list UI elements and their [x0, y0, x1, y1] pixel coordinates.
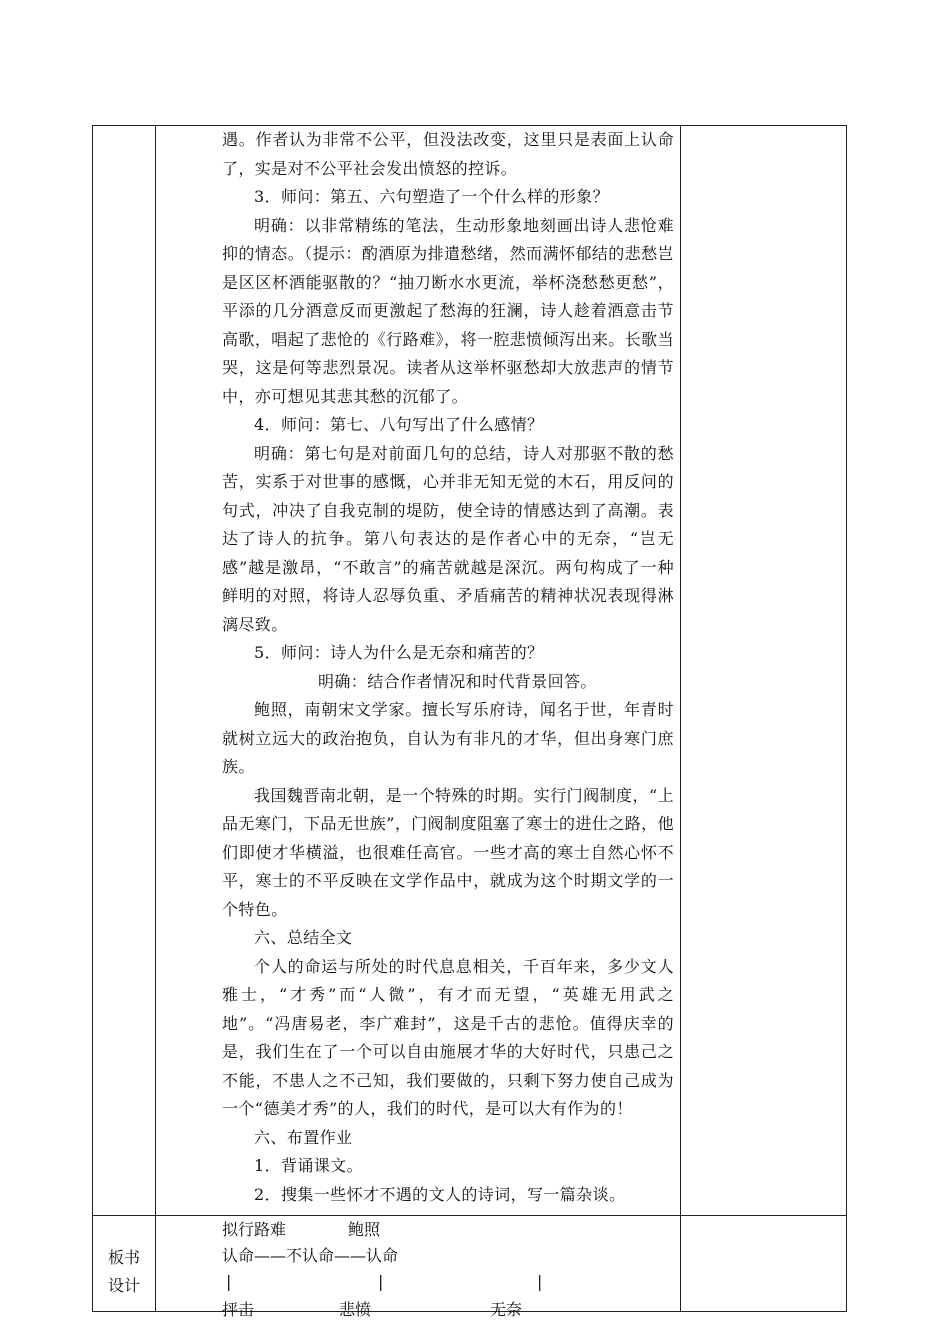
board-poem-author: 鲍照 [348, 1220, 381, 1239]
board-poem-title: 拟行路难 [222, 1220, 287, 1239]
board-bar-2: | [378, 1272, 384, 1291]
lesson-paragraph: 明确：第七句是对前面几句的总结，诗人对那驱不散的愁苦，实系于对世事的感慨，心并非无知无觉的木石，用反问的句式，冲决了自我克制的堤防，使全诗的情感达到了高潮。表达了诗人的抗争。第八句表达的是作者心中的无奈，“岂无感”越是激昂，“不敢言”的痛苦就越是深沉。两句构成了一种鲜明的对照，将诗人忍辱负重、矛盾痛苦的精神状况表现得淋漓尽致。 [222, 443, 674, 634]
lesson-paragraph: 5．师问：诗人为什么是无奈和痛苦的？ [254, 643, 544, 662]
lesson-paragraph: 2．搜集一些怀才不遇的文人的诗词，写一篇杂谈。 [254, 1184, 626, 1204]
lesson-body-text [156, 126, 680, 1215]
lesson-paragraph: 4．师问：第七、八句写出了什么感情？ [254, 415, 544, 434]
lesson-paragraph: 1．背诵课文。 [254, 1156, 363, 1175]
board-row [93, 1216, 847, 1312]
board-word-3: 无奈 [490, 1300, 523, 1319]
lesson-content-cell [156, 126, 681, 1216]
board-design [156, 1216, 680, 1319]
content-row [93, 126, 847, 1216]
board-label-cell [93, 1216, 156, 1312]
board-word-2: 悲愤 [339, 1300, 372, 1319]
board-label-line1: 板书 [107, 1248, 140, 1267]
lesson-paragraph: 六、总结全文 [254, 928, 353, 947]
lesson-paragraph: 遇。作者认为非常不公平，但没法改变，这里只是表面上认命了，实是对不公平社会发出愤怒的控诉。 [222, 130, 674, 178]
lesson-paragraph: 明确：以非常精练的笔法，生动形象地刻画出诗人悲怆难抑的情态。（提示：酌酒原为排遣愁绪，然而满怀郁结的悲愁岂是区区杯酒能驱散的？“抽刀断水水更流，举杯浇愁愁更愁”，平添的几分酒意反而更激起了愁海的狂澜，诗人趁着酒意击节高歌，唱起了悲怆的《行路难》，将一腔悲愤倾泻出来。长歌当哭，这是何等悲烈景况。读者从这举杯驱愁却大放悲声的情节中，亦可想见其悲其愁的沉郁了。 [222, 215, 674, 406]
board-label-line2: 设计 [107, 1276, 140, 1295]
board-notes-cell [681, 1216, 847, 1312]
lesson-paragraph: 3．师问：第五、六句塑造了一个什么样的形象？ [254, 187, 609, 206]
board-bar-1: | [226, 1272, 232, 1291]
lesson-paragraph: 六、布置作业 [254, 1127, 353, 1147]
lesson-plan-table [92, 125, 847, 1319]
right-notes-cell [681, 126, 847, 1216]
board-bar-3: | [537, 1272, 543, 1291]
board-flow: 认命——不认命——认命 [222, 1246, 399, 1265]
board-design-cell [156, 1216, 681, 1319]
board-word-1: 抨击 [222, 1300, 255, 1319]
lesson-paragraph: 我国魏晋南北朝，是一个特殊的时期。实行门阀制度，“上品无寒门，下品无世族”，门阀制度阻塞了寒士的进仕之路，他们即使才华横溢，也很难任高官。一些才高的寒士自然心怀不平，寒士的不平反映在文学作品中，就成为这个时期文学的一个特色。 [222, 785, 674, 919]
lesson-paragraph: 明确：结合作者情况和时代背景回答。 [318, 671, 597, 691]
lesson-paragraph: 鲍照，南朝宋文学家。擅长写乐府诗，闻名于世，年青时就树立远大的政治抱负，自认为有非凡的才华，但出身寒门庶族。 [222, 700, 674, 776]
left-empty-cell [93, 126, 156, 1216]
lesson-paragraph: 个人的命运与所处的时代息息相关，千百年来，多少文人雅士，“才秀”而“人微”，有才而无望，“英雄无用武之地”。“冯唐易老，李广难封”，这是千古的悲怆。值得庆幸的是，我们生在了一个可以自由施展才华的大好时代，只患己之不能，不患人之不己知，我们要做的，只剩下努力使自己成为一个“德美才秀”的人，我们的时代，是可以大有作为的！ [222, 956, 674, 1118]
